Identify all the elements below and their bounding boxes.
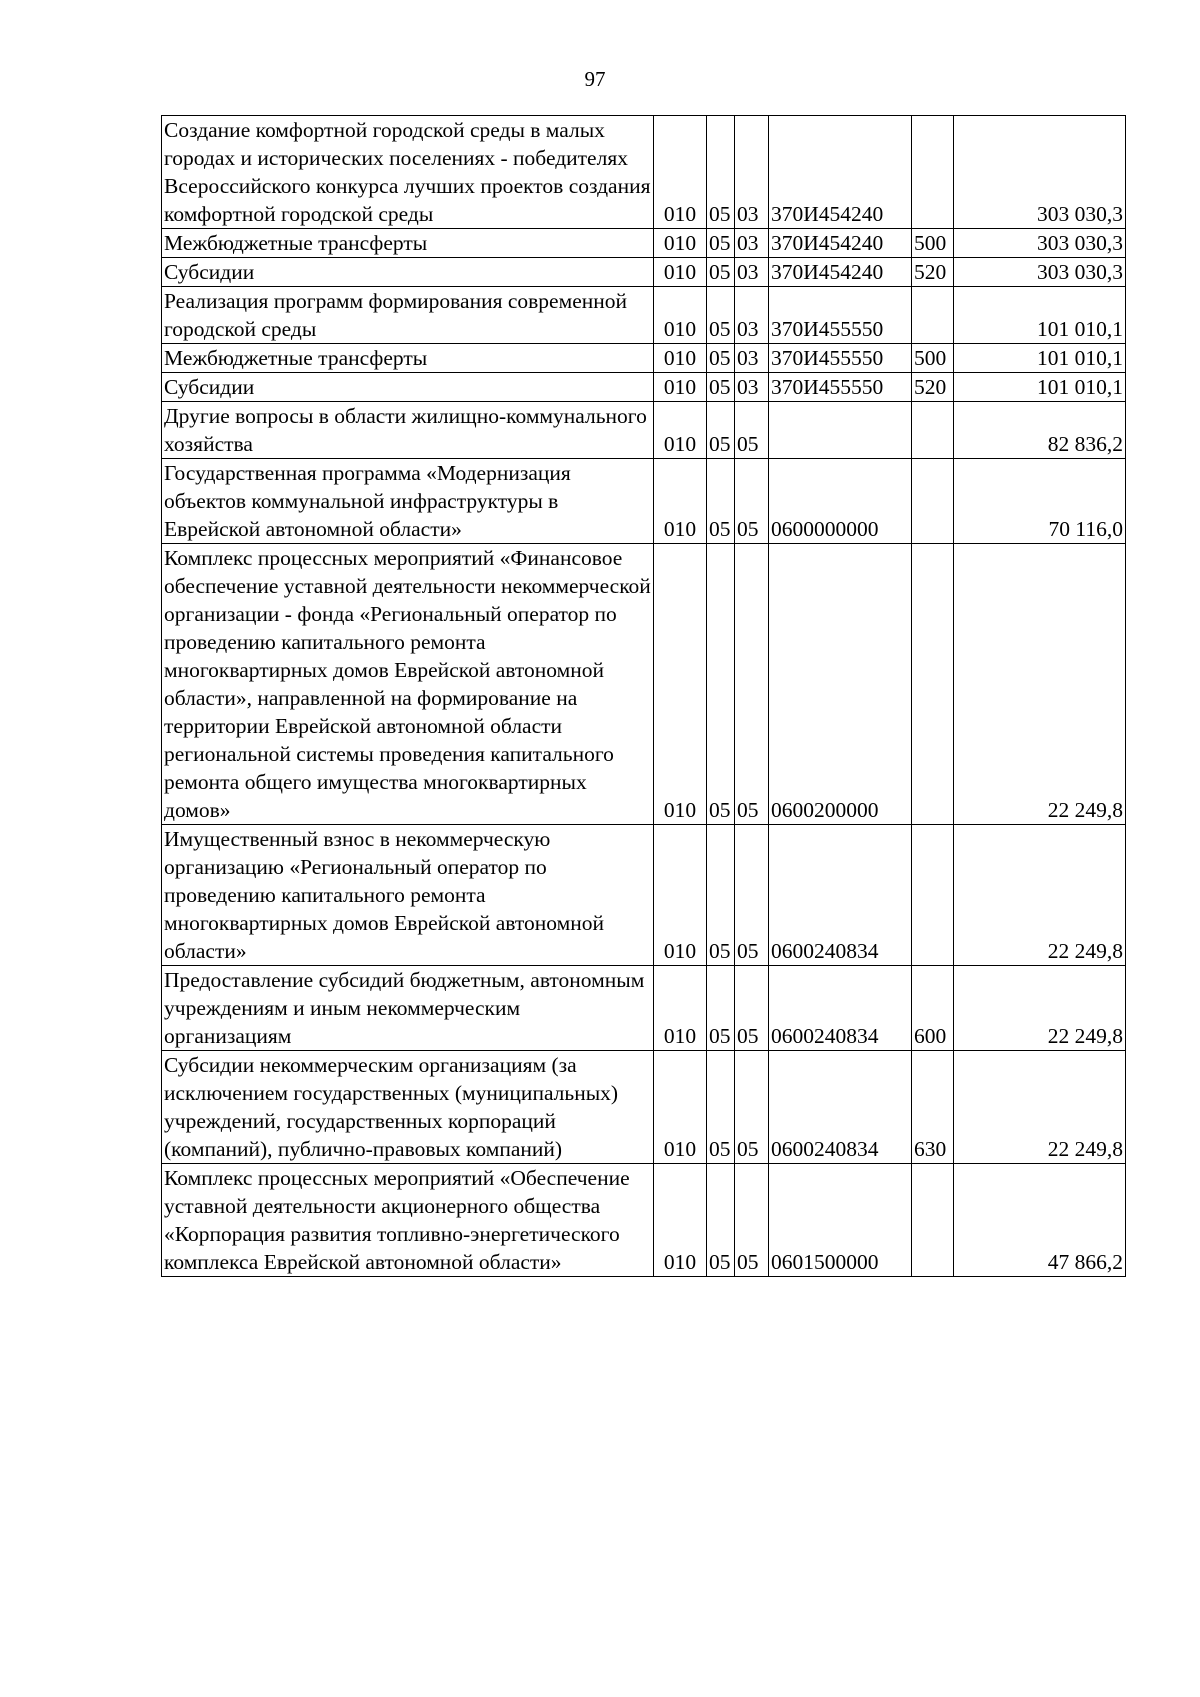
- row-name-cell: Комплекс процессных мероприятий «Финансовое обеспечение уставной деятельности некоммерческой организации - фонда «Региональный оператор по проведению капитального ремонта многоквартирных домов Еврейской автономной области», направленной на формирование на территории Еврейской автономной области региональной системы проведения капитального ремонта общего имущества многоквартирных домов»: [162, 544, 654, 825]
- amount-cell: 303 030,3: [954, 116, 1126, 229]
- budget-table: [161, 115, 1126, 1277]
- subsection-code-cell: 05: [735, 402, 769, 459]
- target-item-code-cell: 370И455550: [769, 373, 912, 402]
- target-item-code-cell: 370И455550: [769, 287, 912, 344]
- target-item-code-cell: 0601500000: [769, 1164, 912, 1277]
- table-row: [162, 459, 1126, 544]
- section-code-cell: 05: [707, 373, 735, 402]
- row-name-cell: Субсидии: [162, 373, 654, 402]
- subsection-code-cell: 05: [735, 544, 769, 825]
- amount-cell: 82 836,2: [954, 402, 1126, 459]
- admin-code-cell: 010: [654, 544, 707, 825]
- subsection-code-cell: 05: [735, 1164, 769, 1277]
- admin-code-cell: 010: [654, 459, 707, 544]
- subsection-code-cell: 03: [735, 229, 769, 258]
- subsection-code-cell: 05: [735, 966, 769, 1051]
- target-item-code-cell: 0600200000: [769, 544, 912, 825]
- amount-cell: 22 249,8: [954, 544, 1126, 825]
- subsection-code-cell: 03: [735, 373, 769, 402]
- row-name-cell: Имущественный взнос в некоммерческую организацию «Региональный оператор по проведению капитального ремонта многоквартирных домов Еврейской автономной области»: [162, 825, 654, 966]
- row-name-cell: Государственная программа «Модернизация объектов коммунальной инфраструктуры в Еврейской автономной области»: [162, 459, 654, 544]
- target-item-code-cell: 370И454240: [769, 116, 912, 229]
- section-code-cell: 05: [707, 402, 735, 459]
- table-row: [162, 373, 1126, 402]
- admin-code-cell: 010: [654, 287, 707, 344]
- amount-cell: 47 866,2: [954, 1164, 1126, 1277]
- expense-type-code-cell: 500: [912, 229, 954, 258]
- table-row: [162, 544, 1126, 825]
- row-name-cell: Субсидии некоммерческим организациям (за исключением государственных (муниципальных) учреждений, государственных корпораций (компаний), публично-правовых компаний): [162, 1051, 654, 1164]
- section-code-cell: 05: [707, 1164, 735, 1277]
- section-code-cell: 05: [707, 1051, 735, 1164]
- section-code-cell: 05: [707, 229, 735, 258]
- amount-cell: 22 249,8: [954, 966, 1126, 1051]
- expense-type-code-cell: [912, 116, 954, 229]
- section-code-cell: 05: [707, 287, 735, 344]
- amount-cell: 303 030,3: [954, 258, 1126, 287]
- amount-cell: 101 010,1: [954, 344, 1126, 373]
- subsection-code-cell: 03: [735, 258, 769, 287]
- target-item-code-cell: 0600240834: [769, 825, 912, 966]
- expense-type-code-cell: 500: [912, 344, 954, 373]
- table-row: [162, 229, 1126, 258]
- row-name-cell: Субсидии: [162, 258, 654, 287]
- row-name-cell: Межбюджетные трансферты: [162, 229, 654, 258]
- page-number: 97: [584, 67, 606, 91]
- expense-type-code-cell: [912, 287, 954, 344]
- expense-type-code-cell: 520: [912, 258, 954, 287]
- target-item-code-cell: 370И454240: [769, 258, 912, 287]
- section-code-cell: 05: [707, 825, 735, 966]
- subsection-code-cell: 05: [735, 825, 769, 966]
- row-name-cell: Другие вопросы в области жилищно-коммунального хозяйства: [162, 402, 654, 459]
- table-row: [162, 966, 1126, 1051]
- amount-cell: 22 249,8: [954, 1051, 1126, 1164]
- expense-type-code-cell: [912, 402, 954, 459]
- expense-type-code-cell: [912, 1164, 954, 1277]
- admin-code-cell: 010: [654, 402, 707, 459]
- target-item-code-cell: [769, 402, 912, 459]
- table-row: [162, 1051, 1126, 1164]
- expense-type-code-cell: 520: [912, 373, 954, 402]
- subsection-code-cell: 05: [735, 1051, 769, 1164]
- amount-cell: 70 116,0: [954, 459, 1126, 544]
- row-name-cell: Комплекс процессных мероприятий «Обеспечение уставной деятельности акционерного общества «Корпорация развития топливно-энергетического комплекса Еврейской автономной области»: [162, 1164, 654, 1277]
- subsection-code-cell: 03: [735, 116, 769, 229]
- expense-type-code-cell: [912, 825, 954, 966]
- admin-code-cell: 010: [654, 373, 707, 402]
- expense-type-code-cell: [912, 459, 954, 544]
- admin-code-cell: 010: [654, 825, 707, 966]
- section-code-cell: 05: [707, 966, 735, 1051]
- table-row: [162, 258, 1126, 287]
- table-row: [162, 402, 1126, 459]
- amount-cell: 101 010,1: [954, 287, 1126, 344]
- subsection-code-cell: 03: [735, 344, 769, 373]
- row-name-cell: Предоставление субсидий бюджетным, автономным учреждениям и иным некоммерческим организациям: [162, 966, 654, 1051]
- admin-code-cell: 010: [654, 1051, 707, 1164]
- subsection-code-cell: 03: [735, 287, 769, 344]
- row-name-cell: Создание комфортной городской среды в малых городах и исторических поселениях - победителях Всероссийского конкурса лучших проектов создания комфортной городской среды: [162, 116, 654, 229]
- target-item-code-cell: 370И455550: [769, 344, 912, 373]
- table-body: [162, 116, 1126, 1277]
- section-code-cell: 05: [707, 544, 735, 825]
- admin-code-cell: 010: [654, 1164, 707, 1277]
- table-row: [162, 1164, 1126, 1277]
- target-item-code-cell: 370И454240: [769, 229, 912, 258]
- admin-code-cell: 010: [654, 116, 707, 229]
- amount-cell: 101 010,1: [954, 373, 1126, 402]
- section-code-cell: 05: [707, 459, 735, 544]
- expense-type-code-cell: 600: [912, 966, 954, 1051]
- table-row: [162, 287, 1126, 344]
- section-code-cell: 05: [707, 116, 735, 229]
- table-row: [162, 825, 1126, 966]
- target-item-code-cell: 0600000000: [769, 459, 912, 544]
- row-name-cell: Реализация программ формирования современной городской среды: [162, 287, 654, 344]
- table-row: [162, 116, 1126, 229]
- expense-type-code-cell: [912, 544, 954, 825]
- admin-code-cell: 010: [654, 344, 707, 373]
- row-name-cell: Межбюджетные трансферты: [162, 344, 654, 373]
- admin-code-cell: 010: [654, 258, 707, 287]
- amount-cell: 303 030,3: [954, 229, 1126, 258]
- target-item-code-cell: 0600240834: [769, 966, 912, 1051]
- subsection-code-cell: 05: [735, 459, 769, 544]
- admin-code-cell: 010: [654, 229, 707, 258]
- expense-type-code-cell: 630: [912, 1051, 954, 1164]
- section-code-cell: 05: [707, 258, 735, 287]
- admin-code-cell: 010: [654, 966, 707, 1051]
- amount-cell: 22 249,8: [954, 825, 1126, 966]
- table-row: [162, 344, 1126, 373]
- target-item-code-cell: 0600240834: [769, 1051, 912, 1164]
- section-code-cell: 05: [707, 344, 735, 373]
